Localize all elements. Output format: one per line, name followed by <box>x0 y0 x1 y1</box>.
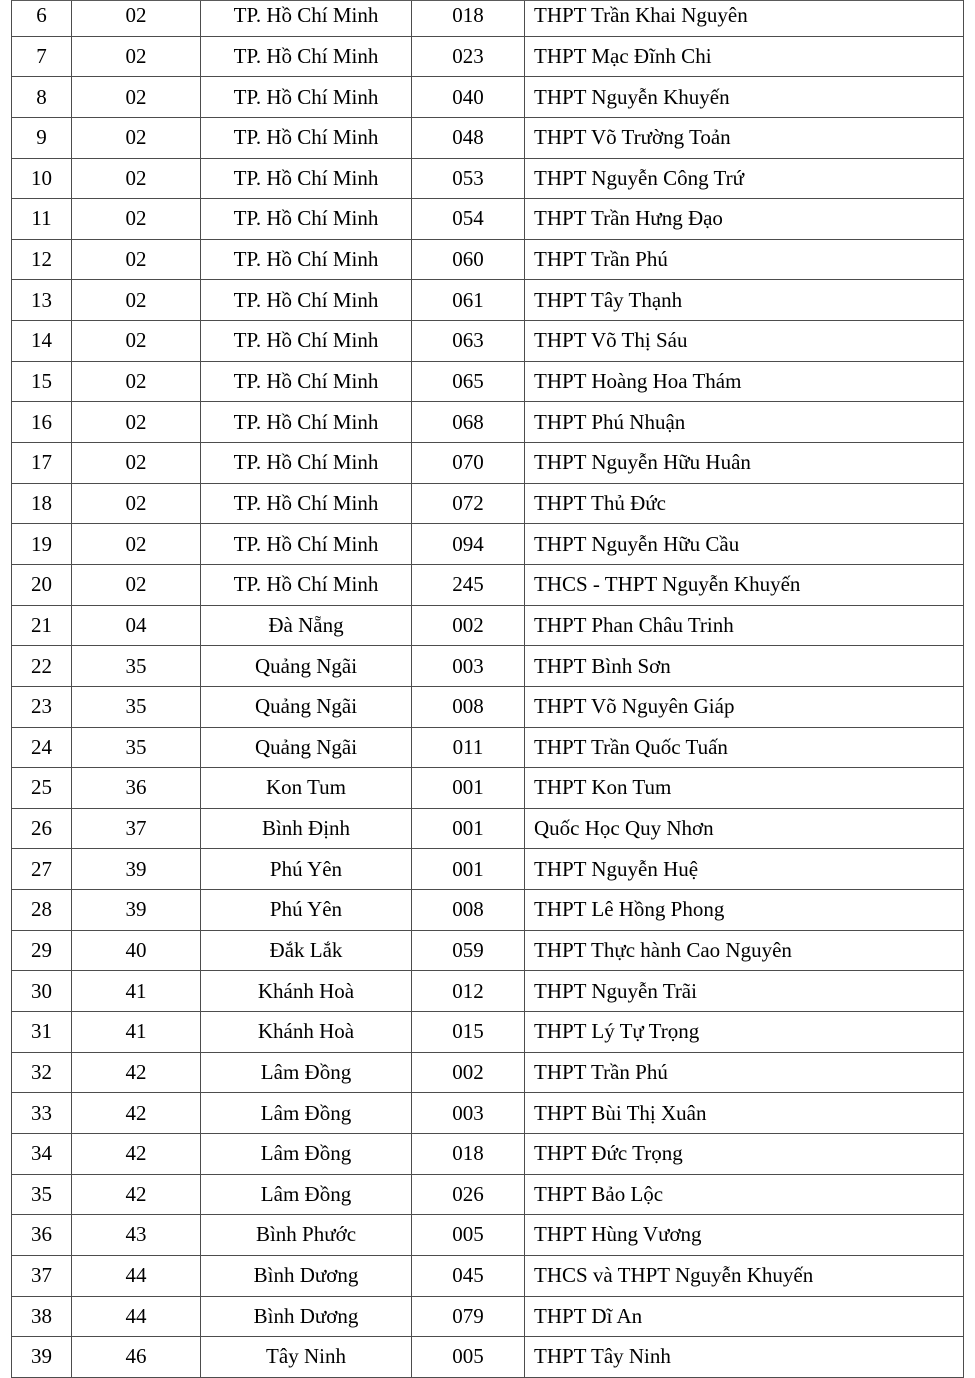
cell-school-name: THPT Nguyễn Huệ <box>525 849 964 890</box>
cell-school-name: THPT Kon Tum <box>525 768 964 809</box>
cell-row-number: 13 <box>12 280 72 321</box>
cell-row-number: 26 <box>12 808 72 849</box>
cell-school-name: THPT Đức Trọng <box>525 1133 964 1174</box>
cell-row-number: 11 <box>12 199 72 240</box>
cell-school-name: THPT Trần Hưng Đạo <box>525 199 964 240</box>
cell-province-code: 02 <box>72 117 201 158</box>
cell-row-number: 24 <box>12 727 72 768</box>
table-row <box>12 524 964 565</box>
cell-school-name: THCS và THPT Nguyễn Khuyến <box>525 1255 964 1296</box>
cell-school-code: 040 <box>412 77 525 118</box>
cell-province-name: Lâm Đồng <box>201 1052 412 1093</box>
cell-school-name: THPT Trần Khai Nguyên <box>525 0 964 36</box>
cell-row-number: 14 <box>12 321 72 362</box>
cell-school-code: 002 <box>412 605 525 646</box>
cell-row-number: 28 <box>12 890 72 931</box>
cell-school-name: THPT Nguyễn Trãi <box>525 971 964 1012</box>
table-row <box>12 77 964 118</box>
cell-province-name: TP. Hồ Chí Minh <box>201 117 412 158</box>
table-row <box>12 1255 964 1296</box>
cell-province-name: Khánh Hoà <box>201 1012 412 1053</box>
cell-school-code: 072 <box>412 483 525 524</box>
cell-province-code: 02 <box>72 280 201 321</box>
cell-province-code: 02 <box>72 524 201 565</box>
cell-province-code: 44 <box>72 1296 201 1337</box>
cell-province-name: Đà Nẵng <box>201 605 412 646</box>
cell-province-name: Bình Định <box>201 808 412 849</box>
cell-province-code: 42 <box>72 1133 201 1174</box>
cell-school-code: 060 <box>412 239 525 280</box>
cell-school-code: 068 <box>412 402 525 443</box>
cell-province-name: TP. Hồ Chí Minh <box>201 524 412 565</box>
cell-province-name: TP. Hồ Chí Minh <box>201 77 412 118</box>
cell-row-number: 39 <box>12 1337 72 1378</box>
cell-province-name: Bình Dương <box>201 1296 412 1337</box>
table-row <box>12 971 964 1012</box>
cell-province-code: 02 <box>72 158 201 199</box>
cell-school-code: 005 <box>412 1215 525 1256</box>
cell-school-name: THPT Trần Phú <box>525 1052 964 1093</box>
cell-province-name: Quảng Ngãi <box>201 727 412 768</box>
cell-school-name: THPT Võ Nguyên Giáp <box>525 686 964 727</box>
table-row <box>12 1174 964 1215</box>
table-row <box>12 443 964 484</box>
cell-province-code: 02 <box>72 77 201 118</box>
cell-province-code: 02 <box>72 443 201 484</box>
cell-row-number: 15 <box>12 361 72 402</box>
cell-school-name: THPT Phan Châu Trinh <box>525 605 964 646</box>
cell-province-name: TP. Hồ Chí Minh <box>201 321 412 362</box>
cell-province-name: Phú Yên <box>201 890 412 931</box>
table-top-border <box>11 0 963 1</box>
cell-school-code: 008 <box>412 890 525 931</box>
cell-province-code: 02 <box>72 199 201 240</box>
table-row <box>12 402 964 443</box>
table-row <box>12 1215 964 1256</box>
cell-province-code: 40 <box>72 930 201 971</box>
cell-province-code: 35 <box>72 686 201 727</box>
cell-province-name: TP. Hồ Chí Minh <box>201 564 412 605</box>
cell-province-name: TP. Hồ Chí Minh <box>201 158 412 199</box>
cell-row-number: 23 <box>12 686 72 727</box>
cell-province-name: Bình Phước <box>201 1215 412 1256</box>
cell-row-number: 6 <box>12 0 72 36</box>
cell-school-name: THPT Lê Hồng Phong <box>525 890 964 931</box>
cell-province-code: 42 <box>72 1052 201 1093</box>
table-row <box>12 808 964 849</box>
cell-school-code: 011 <box>412 727 525 768</box>
cell-province-name: TP. Hồ Chí Minh <box>201 36 412 77</box>
cell-province-name: Lâm Đồng <box>201 1174 412 1215</box>
cell-row-number: 27 <box>12 849 72 890</box>
cell-school-code: 015 <box>412 1012 525 1053</box>
cell-school-code: 008 <box>412 686 525 727</box>
table-row <box>12 36 964 77</box>
cell-province-code: 02 <box>72 402 201 443</box>
cell-row-number: 32 <box>12 1052 72 1093</box>
cell-school-code: 054 <box>412 199 525 240</box>
cell-province-code: 37 <box>72 808 201 849</box>
cell-school-name: THPT Nguyễn Công Trứ <box>525 158 964 199</box>
table-row <box>12 1052 964 1093</box>
table-row <box>12 239 964 280</box>
cell-school-code: 001 <box>412 808 525 849</box>
cell-province-code: 36 <box>72 768 201 809</box>
cell-province-name: Phú Yên <box>201 849 412 890</box>
table-row <box>12 280 964 321</box>
cell-school-name: THPT Trần Phú <box>525 239 964 280</box>
cell-school-code: 018 <box>412 0 525 36</box>
table-row <box>12 483 964 524</box>
cell-school-code: 002 <box>412 1052 525 1093</box>
table-row <box>12 158 964 199</box>
cell-province-name: Tây Ninh <box>201 1337 412 1378</box>
cell-school-name: THPT Nguyễn Hữu Huân <box>525 443 964 484</box>
cell-school-name: THPT Thủ Đức <box>525 483 964 524</box>
cell-province-code: 02 <box>72 239 201 280</box>
cell-row-number: 25 <box>12 768 72 809</box>
cell-school-code: 018 <box>412 1133 525 1174</box>
cell-school-code: 079 <box>412 1296 525 1337</box>
cell-school-name: THPT Hùng Vương <box>525 1215 964 1256</box>
table-row <box>12 1296 964 1337</box>
cell-school-code: 003 <box>412 646 525 687</box>
cell-school-name: THPT Hoàng Hoa Thám <box>525 361 964 402</box>
cell-province-code: 02 <box>72 361 201 402</box>
cell-province-code: 41 <box>72 971 201 1012</box>
cell-province-name: Lâm Đồng <box>201 1133 412 1174</box>
cell-school-code: 063 <box>412 321 525 362</box>
cell-province-name: TP. Hồ Chí Minh <box>201 239 412 280</box>
cell-school-name: THPT Trần Quốc Tuấn <box>525 727 964 768</box>
cell-school-name: THPT Bảo Lộc <box>525 1174 964 1215</box>
cell-province-name: Đắk Lắk <box>201 930 412 971</box>
table-row <box>12 321 964 362</box>
cell-province-name: TP. Hồ Chí Minh <box>201 199 412 240</box>
cell-school-code: 001 <box>412 768 525 809</box>
cell-province-code: 35 <box>72 727 201 768</box>
table-row <box>12 849 964 890</box>
table-row <box>12 768 964 809</box>
cell-school-name: THPT Bình Sơn <box>525 646 964 687</box>
cell-row-number: 33 <box>12 1093 72 1134</box>
table-row <box>12 686 964 727</box>
cell-row-number: 22 <box>12 646 72 687</box>
cell-school-name: THPT Nguyễn Hữu Cầu <box>525 524 964 565</box>
cell-school-name: THCS - THPT Nguyễn Khuyến <box>525 564 964 605</box>
cell-school-code: 094 <box>412 524 525 565</box>
cell-province-name: TP. Hồ Chí Minh <box>201 280 412 321</box>
cell-school-name: THPT Mạc Đĩnh Chi <box>525 36 964 77</box>
cell-province-code: 43 <box>72 1215 201 1256</box>
cell-row-number: 20 <box>12 564 72 605</box>
cell-province-code: 02 <box>72 564 201 605</box>
cell-row-number: 36 <box>12 1215 72 1256</box>
cell-province-code: 02 <box>72 36 201 77</box>
cell-school-name: THPT Thực hành Cao Nguyên <box>525 930 964 971</box>
cell-school-code: 061 <box>412 280 525 321</box>
cell-school-name: THPT Dĩ An <box>525 1296 964 1337</box>
cell-row-number: 31 <box>12 1012 72 1053</box>
cell-province-name: Kon Tum <box>201 768 412 809</box>
school-table <box>11 0 964 1378</box>
cell-school-code: 048 <box>412 117 525 158</box>
cell-school-code: 003 <box>412 1093 525 1134</box>
cell-province-name: Lâm Đồng <box>201 1093 412 1134</box>
cell-row-number: 9 <box>12 117 72 158</box>
cell-school-code: 045 <box>412 1255 525 1296</box>
cell-province-name: Quảng Ngãi <box>201 686 412 727</box>
cell-row-number: 30 <box>12 971 72 1012</box>
cell-school-code: 001 <box>412 849 525 890</box>
cell-row-number: 10 <box>12 158 72 199</box>
cell-row-number: 37 <box>12 1255 72 1296</box>
table-row <box>12 1012 964 1053</box>
cell-province-name: TP. Hồ Chí Minh <box>201 0 412 36</box>
cell-row-number: 19 <box>12 524 72 565</box>
cell-school-name: THPT Nguyễn Khuyến <box>525 77 964 118</box>
cell-school-code: 070 <box>412 443 525 484</box>
cell-school-name: THPT Lý Tự Trọng <box>525 1012 964 1053</box>
cell-province-code: 46 <box>72 1337 201 1378</box>
cell-school-code: 012 <box>412 971 525 1012</box>
cell-school-code: 053 <box>412 158 525 199</box>
table-row <box>12 1133 964 1174</box>
cell-province-code: 39 <box>72 849 201 890</box>
cell-school-code: 059 <box>412 930 525 971</box>
table-row <box>12 0 964 36</box>
cell-province-code: 02 <box>72 321 201 362</box>
cell-school-name: THPT Tây Thạnh <box>525 280 964 321</box>
cell-row-number: 34 <box>12 1133 72 1174</box>
table-row <box>12 605 964 646</box>
cell-row-number: 8 <box>12 77 72 118</box>
cell-row-number: 21 <box>12 605 72 646</box>
table-row <box>12 199 964 240</box>
table-row <box>12 890 964 931</box>
cell-school-code: 026 <box>412 1174 525 1215</box>
cell-school-name: THPT Bùi Thị Xuân <box>525 1093 964 1134</box>
cell-province-name: TP. Hồ Chí Minh <box>201 443 412 484</box>
cell-school-name: Quốc Học Quy Nhơn <box>525 808 964 849</box>
table-row <box>12 1093 964 1134</box>
cell-province-code: 44 <box>72 1255 201 1296</box>
cell-row-number: 29 <box>12 930 72 971</box>
cell-school-name: THPT Võ Thị Sáu <box>525 321 964 362</box>
cell-row-number: 17 <box>12 443 72 484</box>
table-row <box>12 1337 964 1378</box>
cell-province-name: Quảng Ngãi <box>201 646 412 687</box>
table-row <box>12 930 964 971</box>
cell-province-code: 02 <box>72 0 201 36</box>
cell-province-name: TP. Hồ Chí Minh <box>201 402 412 443</box>
table-row <box>12 564 964 605</box>
cell-row-number: 38 <box>12 1296 72 1337</box>
cell-school-code: 245 <box>412 564 525 605</box>
cell-school-code: 005 <box>412 1337 525 1378</box>
cell-province-code: 39 <box>72 890 201 931</box>
cell-province-name: Khánh Hoà <box>201 971 412 1012</box>
cell-row-number: 35 <box>12 1174 72 1215</box>
cell-province-code: 41 <box>72 1012 201 1053</box>
cell-school-code: 023 <box>412 36 525 77</box>
table-row <box>12 646 964 687</box>
table-row <box>12 117 964 158</box>
cell-row-number: 7 <box>12 36 72 77</box>
cell-school-name: THPT Tây Ninh <box>525 1337 964 1378</box>
school-table-body <box>12 0 964 1377</box>
cell-school-name: THPT Võ Trường Toản <box>525 117 964 158</box>
cell-row-number: 16 <box>12 402 72 443</box>
cell-province-code: 04 <box>72 605 201 646</box>
table-row <box>12 727 964 768</box>
table-row <box>12 361 964 402</box>
cell-row-number: 18 <box>12 483 72 524</box>
cell-province-name: TP. Hồ Chí Minh <box>201 361 412 402</box>
cell-province-name: TP. Hồ Chí Minh <box>201 483 412 524</box>
cell-school-code: 065 <box>412 361 525 402</box>
cell-province-code: 02 <box>72 483 201 524</box>
cell-province-code: 42 <box>72 1093 201 1134</box>
cell-province-code: 35 <box>72 646 201 687</box>
cell-province-code: 42 <box>72 1174 201 1215</box>
cell-row-number: 12 <box>12 239 72 280</box>
cell-school-name: THPT Phú Nhuận <box>525 402 964 443</box>
cell-province-name: Bình Dương <box>201 1255 412 1296</box>
